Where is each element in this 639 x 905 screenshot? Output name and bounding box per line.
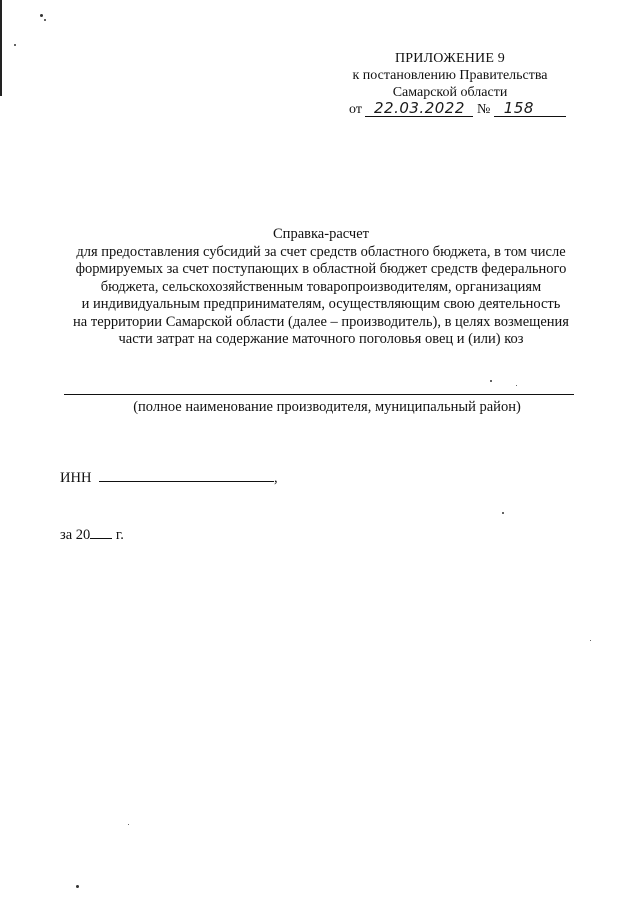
- inn-label: ИНН: [60, 470, 92, 486]
- date-prefix: от: [349, 102, 362, 117]
- scan-speck: [76, 885, 79, 888]
- inn-suffix: ,: [274, 470, 278, 486]
- appendix-title: ПРИЛОЖЕНИЕ 9: [394, 51, 506, 66]
- appendix-block: [330, 50, 570, 118]
- document-heading: [60, 226, 582, 349]
- year-suffix: г.: [112, 527, 124, 543]
- inn-row: [60, 469, 278, 487]
- appendix-resolution-line: к постановлению Правительства: [352, 68, 548, 83]
- heading-line: и индивидуальным предпринимателям, осуществляющим свою деятельность: [81, 296, 561, 312]
- scan-speck: [490, 380, 492, 382]
- appendix-date-row: [330, 101, 570, 118]
- producer-name-field-line: [64, 394, 574, 395]
- heading-line: Справка-расчет: [273, 226, 369, 242]
- heading-line: на территории Самарской области (далее – производитель), в целях возмещения: [73, 313, 569, 330]
- heading-line: бюджета, сельскохозяйственным товаропроизводителям, организациям: [100, 278, 542, 295]
- scan-speck: [40, 14, 43, 17]
- scan-speck: [44, 19, 46, 21]
- scan-edge-mark: [0, 0, 2, 96]
- heading-line: части затрат на содержание маточного поголовья овец и (или) коз: [118, 331, 524, 347]
- scan-speck: [14, 44, 16, 46]
- scan-speck: [502, 512, 504, 514]
- scan-speck: [590, 640, 591, 641]
- year-row: [60, 526, 124, 544]
- scan-speck: [516, 385, 517, 386]
- handwritten-date: 22.03.2022: [365, 101, 473, 117]
- year-field-line: [90, 526, 112, 539]
- year-prefix: за 20: [60, 527, 91, 543]
- handwritten-number: 158: [494, 101, 566, 117]
- heading-line: для предоставления субсидий за счет средств областного бюджета, в том числе: [76, 243, 566, 260]
- producer-caption: (полное наименование производителя, муниципальный район): [133, 399, 521, 415]
- scan-speck: [128, 824, 129, 825]
- number-prefix: №: [476, 102, 491, 117]
- heading-line: формируемых за счет поступающих в областной бюджет средств федерального: [75, 261, 567, 277]
- inn-field-line: [99, 469, 274, 482]
- appendix-region-line: Самарской области: [392, 85, 508, 100]
